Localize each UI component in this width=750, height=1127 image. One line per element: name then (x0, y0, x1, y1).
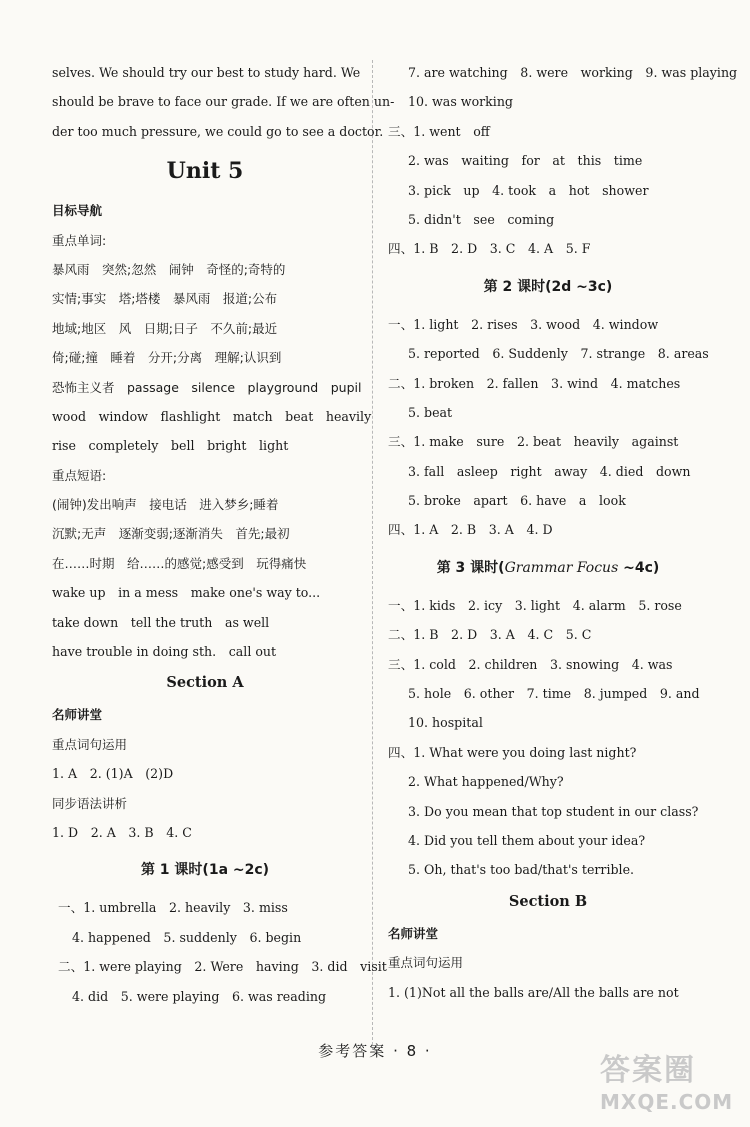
lesson3-line: 3. Do you mean that top student in our class? (408, 803, 699, 819)
grammar-answers: 1. D 2. A 3. B 4. C (52, 824, 192, 840)
key-words-line: 地域;地区 风 日期;日子 不久前;最近 (52, 320, 278, 336)
usage-label: 重点词句运用 (52, 736, 128, 752)
usage-line: 1. (1)Not all the balls are/All the balls are not (388, 984, 679, 1000)
watermark-logo (600, 1053, 740, 1121)
key-phrases-line: 在……时期 给……的感觉;感受到 玩得痛快 (52, 555, 307, 571)
watermark-bottom: MXQE.COM (600, 1090, 734, 1114)
grammar-label: 同步语法讲析 (52, 795, 128, 811)
lesson2-line: 5. beat (408, 404, 453, 420)
lesson3-line: 5. hole 6. other 7. time 8. jumped 9. and (408, 686, 700, 702)
key-words-line: 恐怖主义者 passage silence playground pupil (52, 379, 362, 395)
lesson3-line: 10. hospital (408, 715, 483, 731)
lesson2-line: 一、1. light 2. rises 3. wood 4. window (388, 316, 659, 332)
key-words-line: 暴风雨 突然;忽然 闹钟 奇怪的;奇特的 (52, 261, 286, 277)
key-phrases-line: wake up in a mess make one's way to... (52, 585, 321, 601)
lesson3-line: 4. Did you tell them about your idea? (408, 832, 646, 848)
answer-line: 10. was working (408, 94, 513, 110)
right-column (388, 58, 738, 1007)
intro-line: should be brave to face our grade. If we are often un- (52, 94, 395, 110)
goal-heading: 目标导航 (52, 203, 103, 219)
watermark-top: 答案圈 (600, 1053, 696, 1088)
teacher-heading: 名师讲堂 (388, 925, 439, 941)
lesson2-title: 第 2 课时(2d ~3c) (483, 278, 613, 295)
key-phrases-line: have trouble in doing sth. call out (52, 644, 277, 660)
key-words-line: 实情;事实 塔;塔楼 暴风雨 报道;公布 (52, 291, 278, 307)
lesson3-title-suffix: ~4c) (618, 559, 660, 576)
left-column (52, 58, 395, 1011)
answer-line: 7. are watching 8. were working 9. was playing (408, 65, 738, 80)
lesson2-line: 二、1. broken 2. fallen 3. wind 4. matches (388, 375, 681, 391)
lesson2-line: 3. fall asleep right away 4. died down (408, 463, 691, 479)
lesson1-line: 二、1. were playing 2. Were having 3. did visit (58, 959, 387, 975)
column-divider (372, 60, 373, 1050)
section-b-title: Section B (508, 892, 588, 910)
usage-label: 重点词句运用 (388, 955, 464, 971)
section-a-title: Section A (166, 674, 244, 692)
intro-line: selves. We should try our best to study hard. We (52, 65, 361, 80)
lesson3-title (388, 545, 708, 591)
lesson2-line: 5. broke apart 6. have a look (408, 493, 626, 509)
answer-line: 3. pick up 4. took a hot shower (408, 182, 649, 198)
key-words-label: 重点单词: (52, 232, 107, 248)
lesson3-line: 5. Oh, that's too bad/that's terrible. (408, 862, 635, 878)
lesson2-line: 四、1. A 2. B 3. A 4. D (388, 522, 553, 538)
lesson3-title-prefix: 第 3 课时( (436, 559, 505, 576)
key-phrases-line: 沉默;无声 逐渐变弱;逐渐消失 首先;最初 (52, 526, 290, 542)
key-words-line: 倚;碰;撞 睡着 分开;分离 理解;认识到 (52, 350, 282, 366)
lesson2-line: 5. reported 6. Suddenly 7. strange 8. areas (408, 346, 709, 362)
lesson3-line: 二、1. B 2. D 3. A 4. C 5. C (388, 627, 592, 643)
key-phrases-line: (闹钟)发出响声 接电话 进入梦乡;睡着 (52, 497, 279, 513)
answer-line: 三、1. went off (388, 123, 490, 139)
lesson2-line: 三、1. make sure 2. beat heavily against (388, 434, 679, 450)
answer-line: 5. didn't see coming (408, 211, 555, 227)
unit-title: Unit 5 (166, 158, 244, 185)
lesson1-title: 第 1 课时(1a ~2c) (140, 862, 270, 879)
lesson3-line: 四、1. What were you doing last night? (388, 744, 637, 760)
lesson1-line: 一、1. umbrella 2. heavily 3. miss (58, 900, 288, 916)
lesson3-title-italic: Grammar Focus (504, 559, 619, 576)
key-words-line: wood window flashlight match beat heavily (52, 408, 372, 424)
answer-line: 2. was waiting for at this time (408, 153, 643, 169)
lesson3-line: 一、1. kids 2. icy 3. light 4. alarm 5. rose (388, 597, 682, 613)
answer-line: 四、1. B 2. D 3. C 4. A 5. F (388, 241, 591, 257)
page-footer: 参考答案 · 8 · (318, 1042, 432, 1060)
key-phrases-label: 重点短语: (52, 467, 107, 483)
lesson3-line: 三、1. cold 2. children 3. snowing 4. was (388, 656, 673, 672)
teacher-heading: 名师讲堂 (52, 707, 103, 723)
usage-answers: 1. A 2. (1)A (2)D (52, 766, 174, 782)
key-words-line: rise completely bell bright light (52, 438, 289, 454)
lesson3-line: 2. What happened/Why? (408, 774, 564, 790)
key-phrases-line: take down tell the truth as well (52, 614, 270, 630)
lesson1-line: 4. happened 5. suddenly 6. begin (72, 929, 302, 945)
lesson1-line: 4. did 5. were playing 6. was reading (72, 988, 327, 1004)
intro-line: der too much pressure, we could go to see a doctor. (52, 123, 384, 139)
